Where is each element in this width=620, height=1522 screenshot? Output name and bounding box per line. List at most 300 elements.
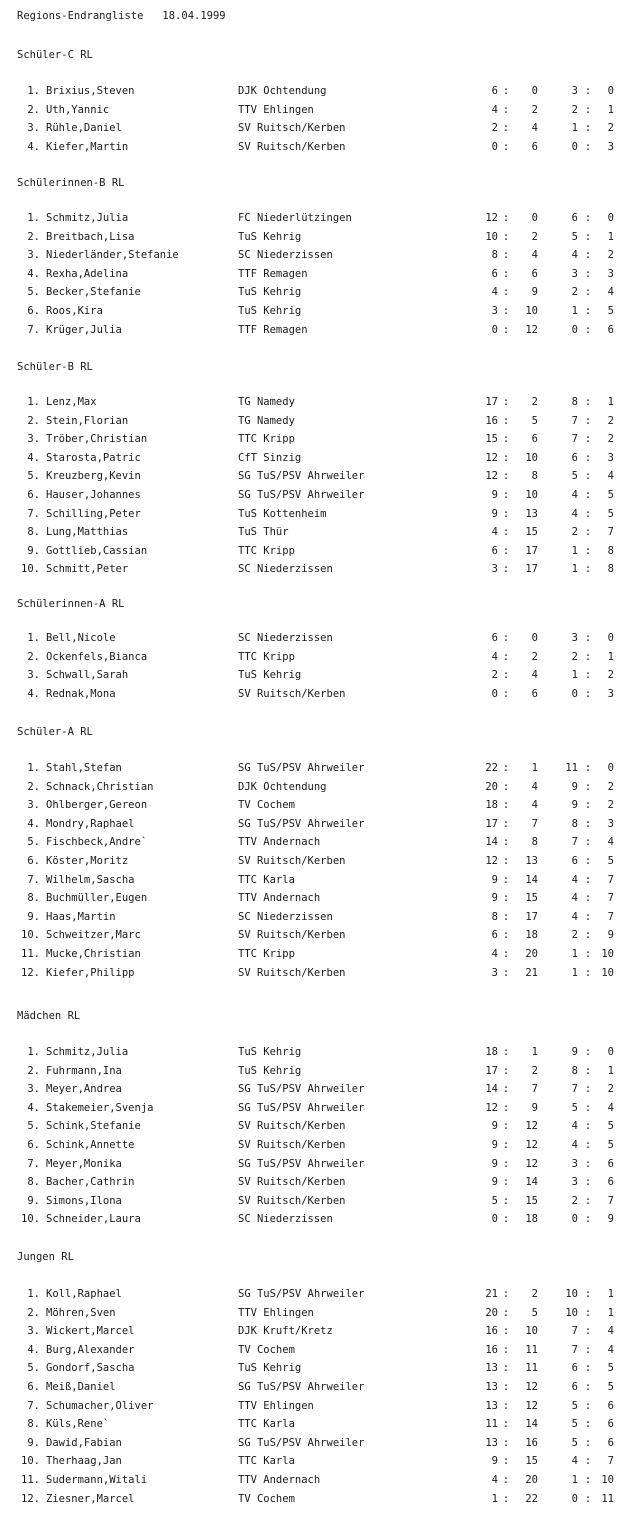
colon: : xyxy=(502,1362,510,1375)
games-lost: 1 xyxy=(531,762,538,774)
club: SC Niederzissen xyxy=(238,910,333,923)
games-won: 9 xyxy=(491,892,498,905)
table-row xyxy=(0,545,620,561)
colon: : xyxy=(502,563,510,576)
matches-lost: 7 xyxy=(607,526,614,539)
player-name: Küls,Rene` xyxy=(46,1418,110,1431)
section-title: Jungen RL xyxy=(17,1251,74,1263)
games-lost: 18 xyxy=(525,1213,538,1226)
club: TV Cochem xyxy=(238,1343,295,1356)
games-won: 4 xyxy=(491,1474,498,1486)
matches-lost: 1 xyxy=(607,1064,614,1077)
rank: 3. xyxy=(27,799,40,812)
matches-lost: 2 xyxy=(607,799,614,812)
club: TTC Karla xyxy=(238,1418,295,1431)
games-won: 15 xyxy=(485,433,498,446)
club: TTF Remagen xyxy=(238,267,308,280)
table-row xyxy=(0,1046,620,1062)
rank: 6. xyxy=(27,1381,40,1393)
games-lost: 14 xyxy=(525,873,538,886)
games-won: 14 xyxy=(485,836,498,849)
colon: : xyxy=(502,799,510,812)
rank: 6. xyxy=(27,305,40,317)
games-won: 17 xyxy=(485,1064,498,1077)
player-name: Schnack,Christian xyxy=(46,780,154,793)
matches-lost: 6 xyxy=(607,323,614,336)
matches-won: 4 xyxy=(571,489,578,501)
colon: : xyxy=(584,1101,592,1114)
games-won: 9 xyxy=(491,1120,498,1133)
games-lost: 1 xyxy=(531,1046,538,1058)
player-name: Fischbeck,Andre` xyxy=(46,836,148,849)
matches-won: 1 xyxy=(571,563,578,576)
club: TTC Kripp xyxy=(238,433,295,446)
games-lost: 0 xyxy=(531,632,538,644)
matches-won: 0 xyxy=(571,323,578,336)
club: FC Niederlützingen xyxy=(238,212,352,224)
matches-won: 11 xyxy=(565,762,578,774)
rank: 12. xyxy=(21,966,40,979)
matches-won: 1 xyxy=(571,122,578,135)
games-won: 6 xyxy=(491,267,498,280)
matches-lost: 10 xyxy=(601,948,614,960)
colon: : xyxy=(502,873,510,886)
colon: : xyxy=(502,1343,510,1356)
matches-won: 0 xyxy=(571,687,578,700)
rank: 2. xyxy=(27,414,40,427)
section-title: Mädchen RL xyxy=(17,1010,81,1022)
matches-won: 5 xyxy=(571,1399,578,1412)
matches-lost: 6 xyxy=(607,1436,614,1449)
matches-lost: 7 xyxy=(607,1455,614,1468)
table-row xyxy=(0,669,620,685)
matches-won: 4 xyxy=(571,1455,578,1468)
rank: 10. xyxy=(21,1455,40,1468)
colon: : xyxy=(584,799,592,812)
section-title: Schüler-C RL xyxy=(17,49,93,61)
player-name: Tröber,Christian xyxy=(46,433,148,446)
games-won: 12 xyxy=(485,1101,498,1114)
matches-lost: 1 xyxy=(607,1288,614,1300)
club: TTC Kripp xyxy=(238,650,295,663)
colon: : xyxy=(584,212,592,224)
colon: : xyxy=(584,817,592,830)
colon: : xyxy=(502,687,510,700)
player-name: Breitbach,Lisa xyxy=(46,230,135,243)
colon: : xyxy=(584,836,592,849)
player-name: Gottlieb,Cassian xyxy=(46,544,148,557)
games-lost: 0 xyxy=(531,212,538,224)
player-name: Ziesner,Marcel xyxy=(46,1492,135,1505)
matches-lost: 9 xyxy=(607,929,614,942)
matches-lost: 3 xyxy=(607,267,614,280)
table-row xyxy=(0,508,620,524)
matches-won: 6 xyxy=(571,451,578,464)
matches-won: 2 xyxy=(571,103,578,116)
games-won: 8 xyxy=(491,910,498,923)
games-won: 4 xyxy=(491,650,498,663)
table-row xyxy=(0,1455,620,1471)
rank: 9. xyxy=(27,1194,40,1207)
colon: : xyxy=(584,286,592,299)
table-row xyxy=(0,104,620,120)
matches-won: 2 xyxy=(571,1194,578,1207)
matches-lost: 4 xyxy=(607,470,614,483)
games-lost: 7 xyxy=(531,817,538,830)
table-row xyxy=(0,818,620,834)
games-won: 20 xyxy=(485,1306,498,1319)
colon: : xyxy=(502,1213,510,1226)
colon: : xyxy=(584,1288,592,1300)
games-won: 9 xyxy=(491,1157,498,1170)
table-row xyxy=(0,1362,620,1378)
table-row xyxy=(0,1213,620,1229)
club: TTC Kripp xyxy=(238,948,295,960)
matches-lost: 4 xyxy=(607,1343,614,1356)
matches-won: 5 xyxy=(571,1418,578,1431)
table-row xyxy=(0,781,620,797)
table-row xyxy=(0,231,620,247)
matches-won: 5 xyxy=(571,230,578,243)
colon: : xyxy=(584,762,592,774)
matches-won: 3 xyxy=(571,1157,578,1170)
matches-lost: 3 xyxy=(607,140,614,153)
rank: 10. xyxy=(21,1213,40,1226)
matches-won: 4 xyxy=(571,910,578,923)
club: DJK Ochtendung xyxy=(238,780,327,793)
colon: : xyxy=(502,305,510,317)
matches-won: 1 xyxy=(571,305,578,317)
club: SC Niederzissen xyxy=(238,249,333,262)
rank: 5. xyxy=(27,1362,40,1375)
colon: : xyxy=(584,1139,592,1151)
player-name: Schmitz,Julia xyxy=(46,212,129,224)
games-won: 13 xyxy=(485,1381,498,1393)
games-lost: 8 xyxy=(531,836,538,849)
rank: 7. xyxy=(27,1399,40,1412)
rank: 11. xyxy=(21,1474,40,1486)
colon: : xyxy=(584,249,592,262)
games-lost: 12 xyxy=(525,1139,538,1151)
table-row xyxy=(0,1139,620,1155)
player-name: Schink,Annette xyxy=(46,1139,135,1151)
games-won: 12 xyxy=(485,855,498,867)
player-name: Lenz,Max xyxy=(46,396,97,408)
table-row xyxy=(0,632,620,648)
club: SC Niederzissen xyxy=(238,632,333,644)
colon: : xyxy=(502,836,510,849)
matches-won: 7 xyxy=(571,1343,578,1356)
club: TTV Andernach xyxy=(238,836,321,849)
club: SV Ruitsch/Kerben xyxy=(238,687,346,700)
matches-won: 4 xyxy=(571,1139,578,1151)
games-won: 6 xyxy=(491,632,498,644)
player-name: Rednak,Mona xyxy=(46,687,116,700)
matches-won: 1 xyxy=(571,948,578,960)
player-name: Bacher,Cathrin xyxy=(46,1176,135,1189)
colon: : xyxy=(502,433,510,446)
player-name: Bell,Nicole xyxy=(46,632,116,644)
matches-lost: 6 xyxy=(607,1418,614,1431)
colon: : xyxy=(502,267,510,280)
player-name: Meyer,Monika xyxy=(46,1157,122,1170)
colon: : xyxy=(584,1046,592,1058)
colon: : xyxy=(584,1083,592,1096)
player-name: Krüger,Julia xyxy=(46,323,122,336)
matches-won: 1 xyxy=(571,544,578,557)
colon: : xyxy=(584,1343,592,1356)
table-row xyxy=(0,141,620,157)
club: SG TuS/PSV Ahrweiler xyxy=(238,489,365,501)
matches-lost: 8 xyxy=(607,563,614,576)
games-lost: 4 xyxy=(531,249,538,262)
matches-lost: 6 xyxy=(607,1399,614,1412)
colon: : xyxy=(502,817,510,830)
games-lost: 21 xyxy=(525,966,538,979)
matches-lost: 2 xyxy=(607,780,614,793)
matches-won: 5 xyxy=(571,1101,578,1114)
player-name: Schneider,Laura xyxy=(46,1213,141,1226)
table-row xyxy=(0,470,620,486)
rank: 4. xyxy=(27,687,40,700)
club: TTV Ehlingen xyxy=(238,1306,314,1319)
games-won: 6 xyxy=(491,929,498,942)
rank: 7. xyxy=(27,323,40,336)
rank: 4. xyxy=(27,817,40,830)
table-row xyxy=(0,1176,620,1192)
games-lost: 18 xyxy=(525,929,538,942)
player-name: Stein,Florian xyxy=(46,414,129,427)
colon: : xyxy=(502,103,510,116)
games-lost: 13 xyxy=(525,855,538,867)
player-name: Kreuzberg,Kevin xyxy=(46,470,141,483)
club: SC Niederzissen xyxy=(238,1213,333,1226)
rank: 2. xyxy=(27,650,40,663)
club: TuS Kehrig xyxy=(238,1046,302,1058)
table-row xyxy=(0,855,620,871)
player-name: Gondorf,Sascha xyxy=(46,1362,135,1375)
colon: : xyxy=(502,323,510,336)
table-row xyxy=(0,1288,620,1304)
rank: 8. xyxy=(27,1176,40,1189)
player-name: Wilhelm,Sascha xyxy=(46,873,135,886)
rank: 9. xyxy=(27,544,40,557)
matches-lost: 5 xyxy=(607,507,614,520)
club: SV Ruitsch/Kerben xyxy=(238,1176,346,1189)
table-row xyxy=(0,249,620,265)
colon: : xyxy=(584,526,592,539)
colon: : xyxy=(502,1288,510,1300)
rank: 5. xyxy=(27,286,40,299)
table-row xyxy=(0,929,620,945)
games-lost: 10 xyxy=(525,1325,538,1338)
colon: : xyxy=(502,929,510,942)
table-row xyxy=(0,305,620,321)
colon: : xyxy=(584,687,592,700)
colon: : xyxy=(584,1325,592,1338)
matches-lost: 3 xyxy=(607,817,614,830)
matches-lost: 0 xyxy=(607,1046,614,1058)
colon: : xyxy=(584,1399,592,1412)
games-won: 0 xyxy=(491,1213,498,1226)
player-name: Starosta,Patric xyxy=(46,451,141,464)
table-row xyxy=(0,1437,620,1453)
rank: 5. xyxy=(27,470,40,483)
games-won: 4 xyxy=(491,103,498,116)
club: CfT Sinzig xyxy=(238,451,302,464)
player-name: Schink,Stefanie xyxy=(46,1120,141,1133)
table-row xyxy=(0,1325,620,1341)
matches-won: 4 xyxy=(571,892,578,905)
club: TuS Kottenheim xyxy=(238,507,327,520)
player-name: Ohlberger,Gereon xyxy=(46,799,148,812)
colon: : xyxy=(502,544,510,557)
games-won: 12 xyxy=(485,451,498,464)
colon: : xyxy=(584,470,592,483)
matches-won: 1 xyxy=(571,966,578,979)
games-lost: 10 xyxy=(525,305,538,317)
colon: : xyxy=(502,669,510,682)
colon: : xyxy=(502,1306,510,1319)
matches-lost: 0 xyxy=(607,632,614,644)
games-won: 0 xyxy=(491,687,498,700)
games-lost: 10 xyxy=(525,451,538,464)
rank: 12. xyxy=(21,1492,40,1505)
player-name: Therhaag,Jan xyxy=(46,1455,122,1468)
colon: : xyxy=(502,507,510,520)
games-won: 9 xyxy=(491,507,498,520)
colon: : xyxy=(502,451,510,464)
title-date: 18.04.1999 xyxy=(162,10,226,22)
title-text: Regions-Endrangliste xyxy=(17,10,144,22)
rank: 1. xyxy=(27,762,40,774)
table-row xyxy=(0,688,620,704)
club: TTV Ehlingen xyxy=(238,103,314,116)
table-row xyxy=(0,1400,620,1416)
club: TV Cochem xyxy=(238,799,295,812)
matches-won: 9 xyxy=(571,780,578,793)
matches-lost: 7 xyxy=(607,892,614,905)
colon: : xyxy=(584,966,592,979)
rank: 2. xyxy=(27,103,40,116)
colon: : xyxy=(502,910,510,923)
colon: : xyxy=(502,1194,510,1207)
document-title xyxy=(17,10,226,22)
games-lost: 12 xyxy=(525,1399,538,1412)
player-name: Rexha,Adelina xyxy=(46,267,129,280)
colon: : xyxy=(584,433,592,446)
colon: : xyxy=(584,230,592,243)
section-title: Schüler-A RL xyxy=(17,726,93,738)
matches-lost: 5 xyxy=(607,855,614,867)
matches-won: 7 xyxy=(571,414,578,427)
games-lost: 2 xyxy=(531,1064,538,1077)
matches-lost: 8 xyxy=(607,544,614,557)
matches-won: 0 xyxy=(571,140,578,153)
colon: : xyxy=(502,230,510,243)
matches-lost: 5 xyxy=(607,1362,614,1375)
games-won: 1 xyxy=(491,1492,498,1505)
matches-won: 3 xyxy=(571,267,578,280)
colon: : xyxy=(584,396,592,408)
games-lost: 20 xyxy=(525,948,538,960)
club: SV Ruitsch/Kerben xyxy=(238,855,346,867)
games-lost: 15 xyxy=(525,892,538,905)
table-row xyxy=(0,563,620,579)
colon: : xyxy=(502,948,510,960)
colon: : xyxy=(584,85,592,97)
games-lost: 22 xyxy=(525,1492,538,1505)
colon: : xyxy=(584,1362,592,1375)
matches-won: 6 xyxy=(571,1362,578,1375)
rank: 1. xyxy=(27,1046,40,1058)
colon: : xyxy=(584,1306,592,1319)
games-lost: 12 xyxy=(525,1381,538,1393)
colon: : xyxy=(584,892,592,905)
table-row xyxy=(0,452,620,468)
matches-won: 7 xyxy=(571,1325,578,1338)
club: SV Ruitsch/Kerben xyxy=(238,1139,346,1151)
matches-lost: 4 xyxy=(607,1101,614,1114)
games-lost: 12 xyxy=(525,1120,538,1133)
games-won: 9 xyxy=(491,873,498,886)
matches-lost: 6 xyxy=(607,1157,614,1170)
club: SC Niederzissen xyxy=(238,563,333,576)
games-won: 16 xyxy=(485,1343,498,1356)
club: TTV Andernach xyxy=(238,892,321,905)
player-name: Schumacher,Oliver xyxy=(46,1399,154,1412)
colon: : xyxy=(502,1157,510,1170)
colon: : xyxy=(502,1101,510,1114)
colon: : xyxy=(502,1083,510,1096)
table-row xyxy=(0,1474,620,1490)
games-won: 3 xyxy=(491,966,498,979)
player-name: Schmitt,Peter xyxy=(46,563,129,576)
games-lost: 4 xyxy=(531,799,538,812)
matches-lost: 7 xyxy=(607,873,614,886)
club: SG TuS/PSV Ahrweiler xyxy=(238,762,365,774)
colon: : xyxy=(584,1418,592,1431)
games-lost: 4 xyxy=(531,780,538,793)
table-row xyxy=(0,286,620,302)
games-lost: 6 xyxy=(531,267,538,280)
colon: : xyxy=(502,140,510,153)
colon: : xyxy=(584,140,592,153)
colon: : xyxy=(502,1064,510,1077)
colon: : xyxy=(584,669,592,682)
rank: 4. xyxy=(27,1343,40,1356)
club: TTC Kripp xyxy=(238,544,295,557)
games-lost: 20 xyxy=(525,1474,538,1486)
table-row xyxy=(0,1065,620,1081)
colon: : xyxy=(502,414,510,427)
table-row xyxy=(0,1493,620,1509)
rank: 4. xyxy=(27,1101,40,1114)
matches-won: 2 xyxy=(571,650,578,663)
matches-won: 6 xyxy=(571,212,578,224)
player-name: Schmitz,Julia xyxy=(46,1046,129,1058)
colon: : xyxy=(502,1120,510,1133)
section-title: Schülerinnen-B RL xyxy=(17,177,125,189)
colon: : xyxy=(584,414,592,427)
games-won: 6 xyxy=(491,85,498,97)
games-won: 13 xyxy=(485,1362,498,1375)
games-won: 16 xyxy=(485,1325,498,1338)
games-lost: 6 xyxy=(531,433,538,446)
matches-lost: 1 xyxy=(607,1306,614,1319)
games-won: 20 xyxy=(485,780,498,793)
table-row xyxy=(0,396,620,412)
